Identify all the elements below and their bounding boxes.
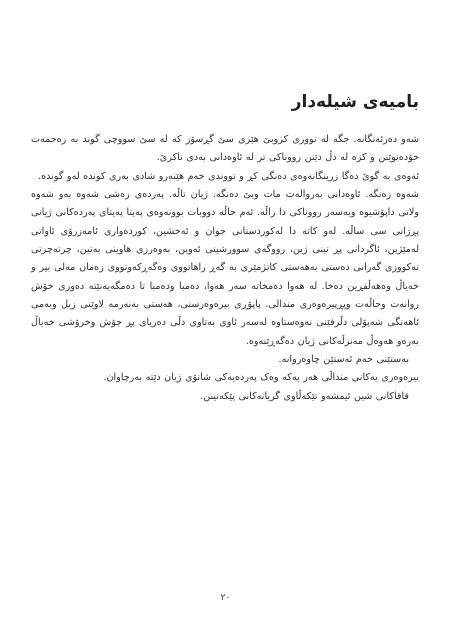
paragraph: شەوە زەنگە. ئاوەدانی بەروالەت مات وبێ دەنگە. ژیان تاڵە. پەردەی رەشی شەوە بەو شەوە ولاتی داپۆشیوە وبەسەر رووناکی دا زاڵە. ئەم حاڵە دووبات بوونەوەی پەیتا پەیتای پەردەکانی ژیانی پڕژانی سی ساڵە. لەو کاتە دا لەکوردستانی جوان و ئەخشین، کوردەواری ئامەزرۆی ئاواتی لەمێژین، ئاگردانی پڕ تینی ژین، رووگەی سوورشینی ئەوین، بەوەرزی هاوینی بەتین، چرتەچرتی تەکووزی گەرانی دەستی بەهەستی کاتژمێری بە گەڕ راهاتووی وەگەڕکەوتووی زەمان مەلی بیر و خەیاڵ وەهەڵفڕین دەخا. لە هەوا دەمخاتە سەر هەوا، دەمبا ودەمبا تا دەمگەیەنێتە دەوری خۆش روانەت وحاڵەت وپڕپیرەوەری مندالی. پاپۆڕی بیرەوەرستی، هەستی بەنەرمە لاوێنی زیل وبەمی ئاهەنگی شەپۆلی دڵرفێنی نەوەستاوە لەسەر ئاوی بەتاوی دڵی دەریای پڕ جۆش وخرۆشی خەیاڵ بەرەو هەوەڵ مەنزڵەکانی ژیان دەگەڕێنەوە. (31, 189, 419, 347)
chapter-title: بامیەی شیلەدار (291, 92, 419, 112)
page-number: ٢٠ (220, 593, 231, 603)
paragraph: بەستێنی خەم ئەستێن چاوەروانە. (278, 354, 409, 366)
paragraph: شەو دەرئەنگانە. جگە لە نووری کزوبێ هێزی سێ گڕسۆز کە لە سێ سووچی گوند بە زەحمەت خۆدەنوێنن و کزە لە دڵ دێنن رووناکی تر لە ئاوەدانی بەدی ناکرێ. (31, 134, 419, 164)
paragraph: ئەوەی بە گوێ دەگا زرینگانەوەی دەنگی کڕ و تووندی خەم هێنەرو شادی بەری کوندە لەو گوندە. (38, 170, 419, 182)
paragraph: قاقاکانی شین ئیمشەو تێکەڵاوی گریانەکانی پێکەنینن. (200, 390, 409, 402)
body-text (31, 131, 419, 406)
paragraph: بیرەوەری یەکانی منداڵی هەر یەکە وەک پەردەیەکی شانۆی ژیان دێتە بەرچاوان. (103, 372, 419, 384)
